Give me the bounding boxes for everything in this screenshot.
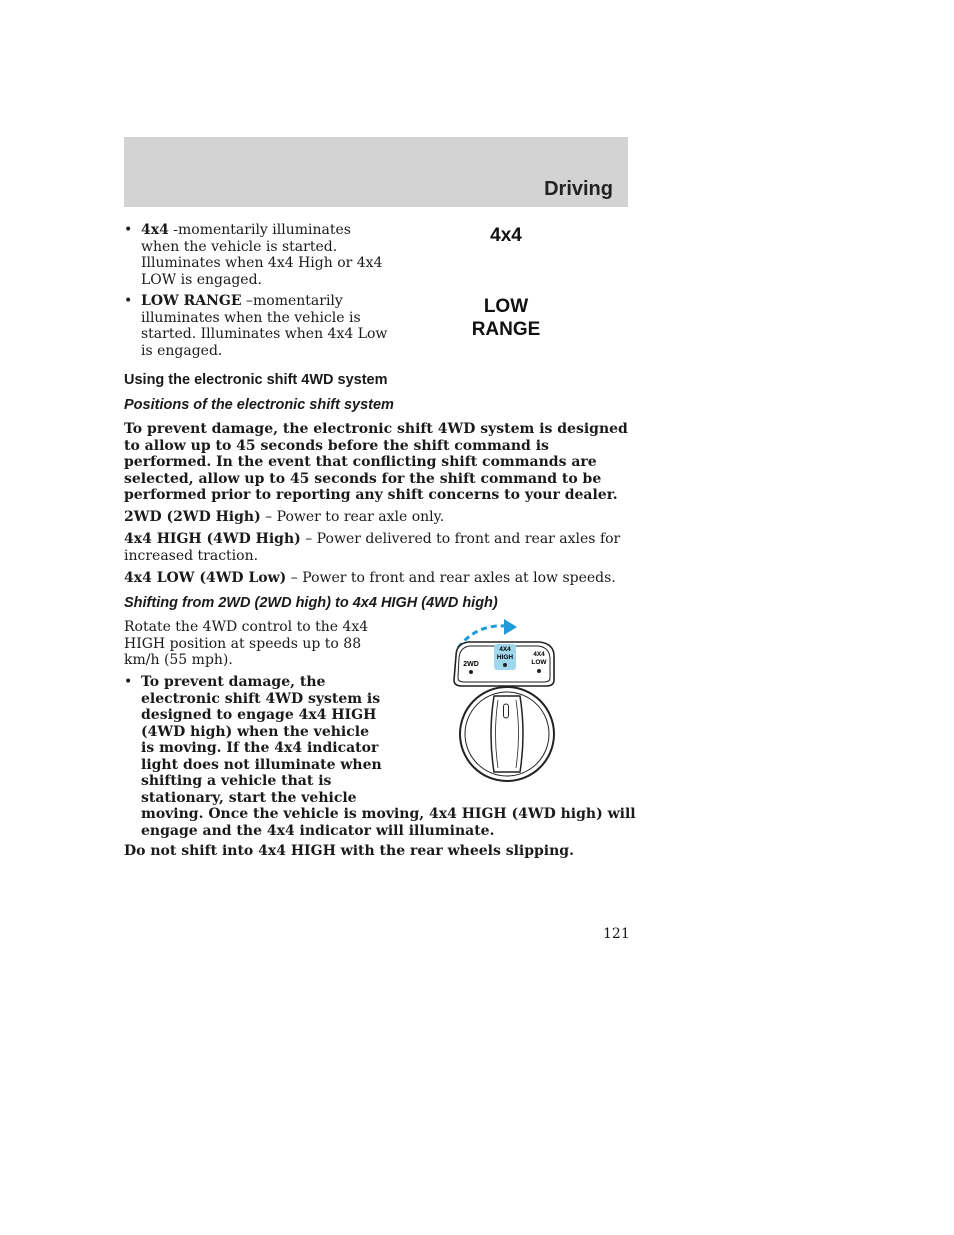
rotation-arrowhead-icon — [504, 619, 517, 635]
bullet-line: shifting a vehicle that is — [141, 773, 332, 789]
bullet-line: is moving. If the 4x4 indicator — [141, 740, 379, 756]
bullet-line: moving. Once the vehicle is moving, 4x4 HIGH (4WD high) will — [141, 806, 636, 822]
label-4x4-low-bottom: LOW — [531, 659, 547, 666]
bullet-dot: • — [124, 674, 133, 690]
indicator-low-label: LOW — [483, 296, 529, 317]
position-text: – Power to front and rear axles at low speeds. — [286, 570, 616, 586]
page-number: 121 — [603, 926, 630, 942]
bullet-term: 4x4 — [141, 222, 169, 238]
position-2wd — [124, 509, 628, 526]
final-note: Do not shift into 4x4 HIGH with the rear wheels slipping. — [124, 843, 574, 859]
knob-pointer-icon — [504, 704, 509, 718]
section-subheading: Positions of the electronic shift system — [124, 397, 394, 413]
label-4x4-low-top: 4X4 — [533, 651, 545, 658]
position-text: – Power to rear axle only. — [260, 509, 445, 525]
bullet-line: designed to engage 4x4 HIGH — [141, 707, 377, 723]
bullet-line: stationary, start the vehicle — [141, 789, 357, 806]
bullet-line: (4WD high) when the vehicle — [141, 723, 369, 740]
label-4x4-high-top: 4X4 — [499, 646, 511, 653]
indicator-range-label: RANGE — [471, 319, 541, 340]
position-4x4-low — [124, 570, 628, 587]
label-2wd: 2WD — [463, 661, 479, 668]
bullet-line: To prevent damage, the — [141, 674, 326, 690]
chapter-title: Driving — [544, 178, 613, 200]
label-4x4-high-bottom: HIGH — [496, 654, 514, 661]
bullet-dot: • — [124, 222, 133, 238]
position-dot-2wd — [469, 670, 473, 674]
position-term: 4x4 LOW (4WD Low) — [124, 570, 287, 586]
bullet-dot: • — [124, 293, 133, 309]
position-dot-4x4-low — [537, 669, 541, 673]
indicator-4x4-label: 4x4 — [490, 225, 522, 246]
position-term: 2WD (2WD High) — [124, 509, 261, 525]
chapter-header — [124, 137, 628, 207]
bullet-line: engage and the 4x4 indicator will illuminate. — [141, 822, 495, 839]
section-heading: Using the electronic shift 4WD system — [124, 372, 388, 388]
4wd-control-dial-illustration — [448, 616, 560, 788]
bullet-text: -momentarily illuminates when the vehicle is started. Illuminates when 4x4 High or 4x4 LOW is engaged. — [141, 222, 383, 288]
bullet-text: –momentarily illuminates when the vehicle is started. Illuminates when 4x4 Low is engaged. — [141, 293, 388, 359]
indicator-4x4-symbol — [466, 224, 546, 247]
shifting-intro: Rotate the 4WD control to the 4x4 HIGH position at speeds up to 88 km/h (55 mph). — [124, 619, 369, 668]
position-term: 4x4 HIGH (4WD High) — [124, 531, 301, 547]
warning-paragraph: To prevent damage, the electronic shift 4WD system is designed to allow up to 45 seconds before the shift command is performed. In the event that conflicting shift commands are selected, allow up to 45 seconds for the shift command to be performed prior to reporting any shift concerns to your dealer. — [124, 421, 628, 503]
bullet-term: LOW RANGE — [141, 293, 242, 309]
bullet-4x4 — [124, 222, 391, 288]
bullet-line: electronic shift 4WD system is — [141, 690, 381, 707]
position-dot-4x4-high — [503, 663, 507, 667]
indicator-low-range-symbol — [456, 295, 556, 341]
position-4x4-high — [124, 531, 628, 564]
bullet-low-range — [124, 293, 391, 359]
position-text: – Power delivered to front and rear axles for increased traction. — [124, 531, 621, 564]
shifting-bullet — [124, 674, 645, 839]
shifting-heading: Shifting from 2WD (2WD high) to 4x4 HIGH (4WD high) — [124, 595, 498, 611]
bullet-line: light does not illuminate when — [141, 756, 382, 773]
